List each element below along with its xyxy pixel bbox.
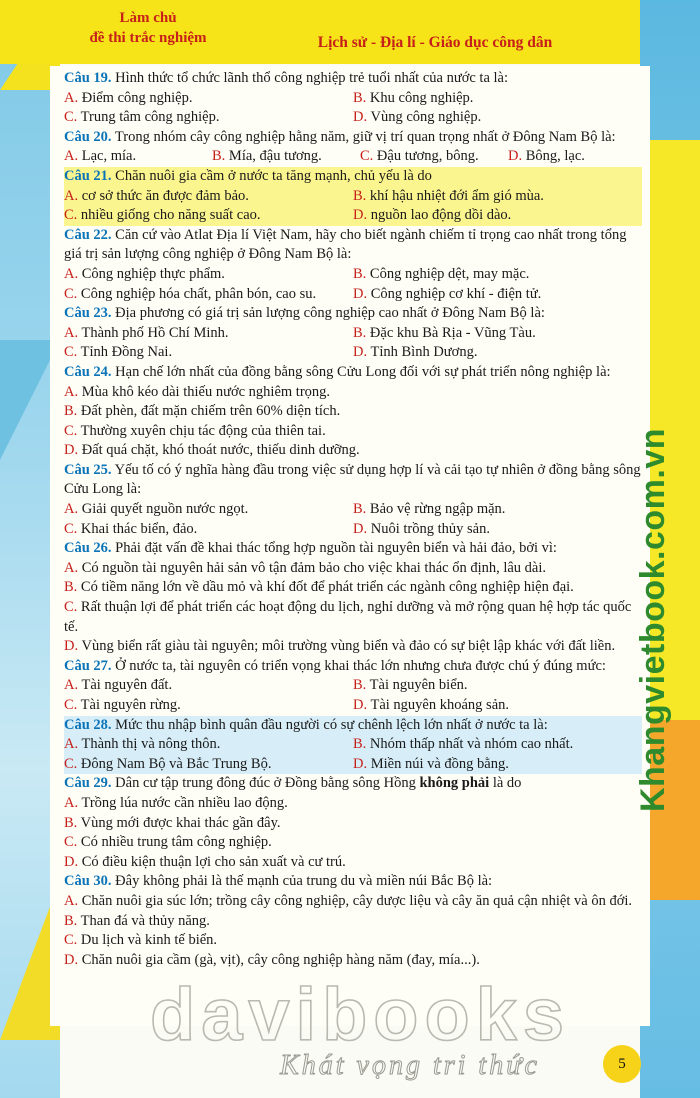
option-c: C. Khai thác biển, đảo. bbox=[64, 520, 198, 537]
option-b: B. Vùng mới được khai thác gần đây. bbox=[64, 814, 281, 831]
option-c: C. Thường xuyên chịu tác động của thiên tai. bbox=[64, 422, 326, 439]
option-c: C. Có nhiều trung tâm công nghiệp. bbox=[64, 834, 272, 851]
publisher-watermark: davibooks bbox=[150, 973, 570, 1056]
question-24 bbox=[64, 363, 642, 461]
option-d: D. Tài nguyên khoáng sản. bbox=[353, 697, 510, 713]
series-title: Làm chủ đề thi trắc nghiệm bbox=[89, 10, 207, 46]
option-b: B. khí hậu nhiệt đới ẩm gió mùa. bbox=[353, 187, 544, 204]
question-25 bbox=[64, 461, 642, 539]
subject-title: Lịch sử - Địa lí - Giáo dục công dân bbox=[317, 34, 553, 51]
option-d: D. Vùng công nghiệp. bbox=[353, 109, 482, 126]
question-number: Câu 25. bbox=[64, 461, 112, 478]
question-29 bbox=[64, 774, 642, 872]
question-number: Câu 24. bbox=[64, 363, 112, 380]
page-number: 5 bbox=[603, 1045, 641, 1083]
website-text: Khangvietbook.com.vn bbox=[634, 427, 672, 813]
option-c: C. Du lịch và kinh tế biển. bbox=[64, 932, 218, 949]
question-21 bbox=[64, 167, 642, 226]
option-b: B. Nhóm thấp nhất và nhóm cao nhất. bbox=[353, 736, 574, 753]
question-19 bbox=[64, 69, 642, 128]
option-c: C. Rất thuận lợi để phát triển các hoạt động du lịch, nghỉ dưỡng và mở rộng quan hệ hợp tác quốc tế. bbox=[64, 599, 632, 635]
question-22 bbox=[64, 226, 642, 304]
option-c: C. Tỉnh Đồng Nai. bbox=[64, 344, 173, 361]
question-number: Câu 26. bbox=[64, 540, 112, 557]
publisher-tagline: Khát vọng tri thức bbox=[280, 1050, 540, 1081]
option-a: A. Điểm công nghiệp. bbox=[64, 89, 193, 106]
option-d: D. Bông, lạc. bbox=[508, 148, 585, 165]
option-a: A. Chăn nuôi gia súc lớn; trồng cây công nghiệp, cây dược liệu và cây ăn quả cận nhiệt và ôn đới. bbox=[64, 892, 633, 909]
option-d: D. nguồn lao động dồi dào. bbox=[353, 207, 512, 224]
question-stem: Chăn nuôi gia cầm ở nước ta tăng mạnh, chủ yếu là do bbox=[111, 167, 432, 184]
question-stem: Địa phương có giá trị sản lượng công nghiệp cao nhất ở Đông Nam Bộ là: bbox=[111, 305, 545, 322]
option-c: C. nhiều giống cho năng suất cao. bbox=[64, 207, 261, 224]
question-stem: Căn cứ vào Atlat Địa lí Việt Nam, hãy cho biết ngành chiếm tỉ trọng cao nhất trong tổng giá trị sản lượng công nghiệp ở Đông Nam Bộ là: bbox=[64, 226, 627, 263]
question-stem: Mức thu nhập bình quân đầu người có sự chênh lệch lớn nhất ở nước ta là: bbox=[111, 716, 548, 733]
option-d: D. Tỉnh Bình Dương. bbox=[353, 344, 478, 361]
option-b: B. Mía, đậu tương. bbox=[212, 148, 322, 165]
question-stem: Đây không phải là thế mạnh của trung du và miền núi Bắc Bộ là: bbox=[111, 873, 493, 890]
option-b: B. Bảo vệ rừng ngập mặn. bbox=[353, 501, 506, 518]
option-c: C. Trung tâm công nghiệp. bbox=[64, 109, 220, 126]
question-23 bbox=[64, 304, 642, 363]
option-d: D. Chăn nuôi gia cầm (gà, vịt), cây công nghiệp hàng năm (đay, mía...). bbox=[64, 951, 480, 968]
option-d: D. Công nghiệp cơ khí - điện tử. bbox=[353, 285, 542, 302]
question-number: Câu 29. bbox=[64, 775, 112, 792]
option-a: A. cơ sở thức ăn được đảm bảo. bbox=[64, 187, 249, 204]
option-a: A. Mùa khô kéo dài thiếu nước nghiêm trọng. bbox=[64, 383, 331, 400]
option-c: C. Đông Nam Bộ và Bắc Trung Bộ. bbox=[64, 755, 272, 772]
page-header bbox=[0, 0, 640, 64]
question-number: Câu 27. bbox=[64, 657, 112, 674]
option-a: A. Giải quyết nguồn nước ngọt. bbox=[64, 501, 249, 518]
option-c: C. Tài nguyên rừng. bbox=[64, 697, 181, 713]
question-number: Câu 30. bbox=[64, 873, 112, 890]
option-d: D. Miền núi và đồng bằng. bbox=[353, 755, 509, 772]
option-a: A. Thành phố Hồ Chí Minh. bbox=[64, 324, 229, 341]
question-number: Câu 28. bbox=[64, 716, 112, 733]
option-a: A. Trồng lúa nước cần nhiều lao động. bbox=[64, 794, 288, 811]
side-website-label bbox=[609, 380, 699, 850]
option-b: B. Đất phèn, đất mặn chiếm trên 60% diện tích. bbox=[64, 403, 341, 420]
option-a: A. Công nghiệp thực phẩm. bbox=[64, 265, 225, 282]
option-b: B. Tài nguyên biển. bbox=[353, 677, 468, 694]
option-d: D. Nuôi trồng thủy sản. bbox=[353, 520, 490, 537]
option-a: A. Thành thị và nông thôn. bbox=[64, 736, 221, 753]
question-stem: Dân cư tập trung đông đúc ở Đồng bằng sông Hồng bbox=[111, 775, 420, 792]
option-d: D. Có điều kiện thuận lợi cho sản xuất và cư trú. bbox=[64, 853, 346, 870]
question-stem: Yếu tố có ý nghĩa hàng đầu trong việc sử dụng hợp lí và cải tạo tự nhiên ở đồng bằng sông Cửu Long là: bbox=[64, 461, 641, 498]
question-20 bbox=[64, 128, 642, 167]
question-stem: Ở nước ta, tài nguyên có triển vọng khai thác lớn nhưng chưa được chú ý đúng mức: bbox=[111, 657, 606, 674]
option-d: D. Vùng biển rất giàu tài nguyên; môi trường vùng biển và đảo có sự biệt lập khác với đất liền. bbox=[64, 638, 616, 655]
option-c: C. Đậu tương, bông. bbox=[360, 148, 479, 165]
question-number: Câu 20. bbox=[64, 128, 112, 145]
option-b: B. Than đá và thủy năng. bbox=[64, 912, 210, 929]
question-stem: Trong nhóm cây công nghiệp hằng năm, giữ vị trí quan trọng nhất ở Đông Nam Bộ là: bbox=[111, 128, 616, 145]
option-a: A. Lạc, mía. bbox=[64, 148, 137, 165]
option-b: B. Khu công nghiệp. bbox=[353, 89, 474, 106]
question-27 bbox=[64, 657, 642, 716]
option-a: A. Có nguồn tài nguyên hải sản vô tận đảm bảo cho việc khai thác ổn định, lâu dài. bbox=[64, 559, 547, 576]
question-stem-end: là do bbox=[489, 775, 522, 792]
question-stem: Hình thức tổ chức lãnh thổ công nghiệp trẻ tuổi nhất của nước ta là: bbox=[111, 70, 509, 86]
question-number: Câu 19. bbox=[64, 70, 112, 86]
option-b: B. Có tiềm năng lớn về dầu mỏ và khí đốt để phát triển các ngành công nghiệp hiện đại. bbox=[64, 579, 574, 596]
question-26 bbox=[64, 539, 642, 657]
question-30 bbox=[64, 872, 642, 970]
question-number: Câu 23. bbox=[64, 305, 112, 322]
question-number: Câu 21. bbox=[64, 167, 112, 184]
option-c: C. Công nghiệp hóa chất, phân bón, cao su. bbox=[64, 285, 317, 302]
question-stem: Phải đặt vấn đề khai thác tổng hợp nguồn tài nguyên biển và hải đảo, bởi vì: bbox=[111, 540, 557, 557]
option-a: A. Tài nguyên đất. bbox=[64, 677, 173, 694]
option-b: B. Công nghiệp dệt, may mặc. bbox=[353, 265, 530, 282]
question-stem: Hạn chế lớn nhất của đồng bằng sông Cửu Long đối với sự phát triển nông nghiệp là: bbox=[111, 363, 611, 380]
option-d: D. Đất quá chặt, khó thoát nước, thiếu dinh dưỡng. bbox=[64, 442, 360, 459]
question-list bbox=[64, 69, 642, 970]
question-stem-emphasis: không phải bbox=[419, 775, 490, 792]
question-number: Câu 22. bbox=[64, 226, 112, 243]
option-b: B. Đặc khu Bà Rịa - Vũng Tàu. bbox=[353, 324, 536, 341]
question-28 bbox=[64, 716, 642, 775]
